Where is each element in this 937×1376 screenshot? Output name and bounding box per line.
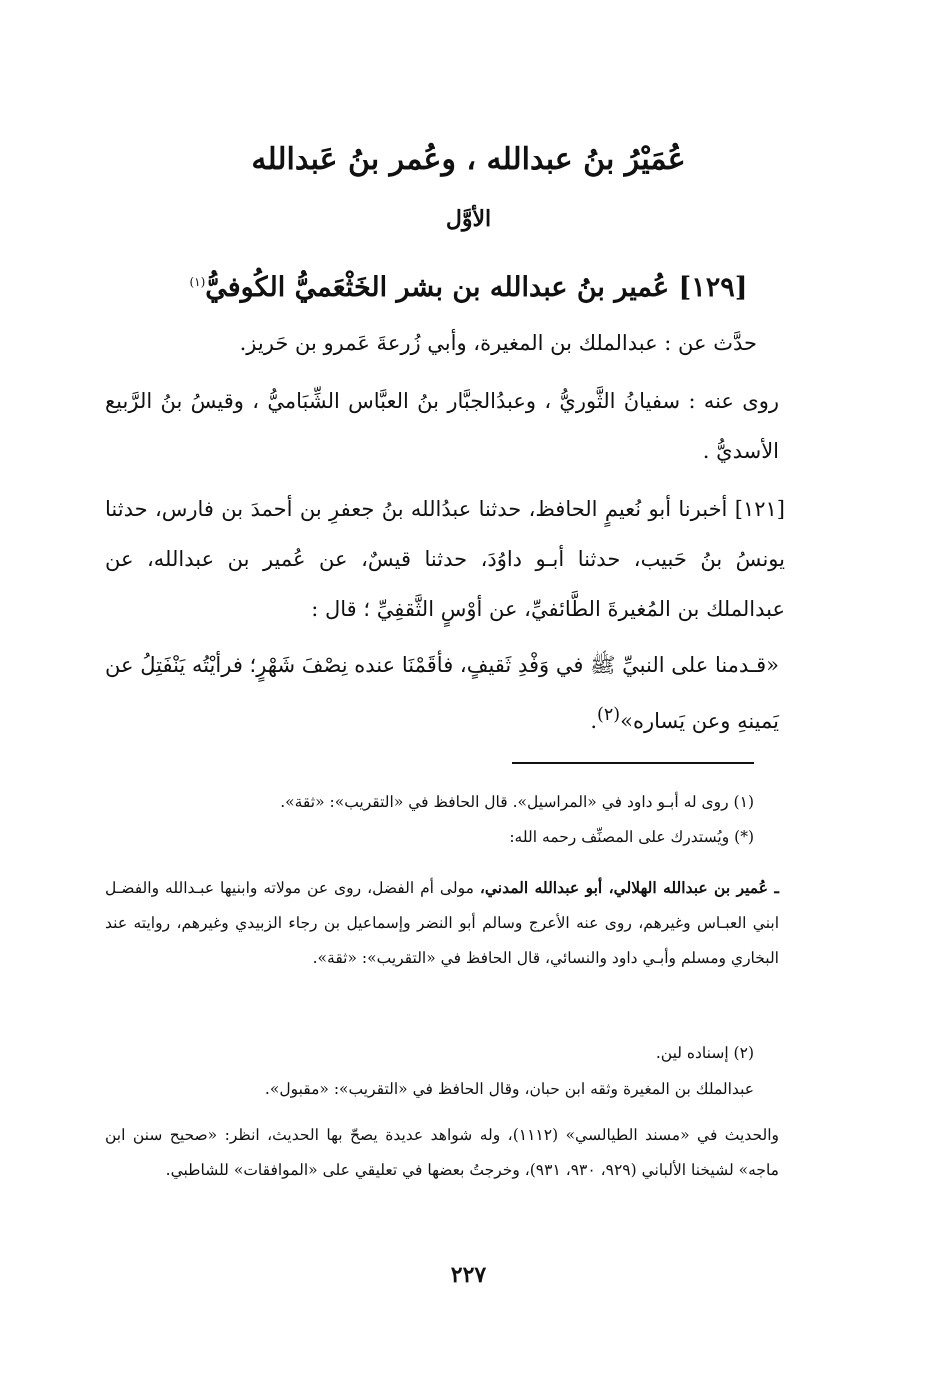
footnote-2-line-2: عبدالملك بن المغيرة وثقه ابن حبان، وقال الحافظ في «التقريب»: «مقبول». xyxy=(264,1080,754,1098)
entry-heading-text: [١٢٩] عُمير بنُ عبدالله بن بشر الخَثْعَميُّ الكُوفيُّ xyxy=(205,272,748,303)
hadith-matn-end: . xyxy=(590,709,598,733)
footnote-2-line-3: والحديث في «مسند الطيالسي» (١١١٢)، وله شواهد عديدة يصحّ بها الحديث، انظر: «صحيح سنن ابن ماجه» لشيخنا الألباني (٩٢٩، ٩٣٠، ٩٣١)، وخرجتُ بعضها في تعليقي على «الموافقات» للشاطبي. xyxy=(105,1126,780,1179)
hadith-isnad-paragraph: [١٢١] أخبرنا أبو نُعيمٍ الحافظ، حدثنا عبدُالله بنُ جعفرِ بن أحمدَ بن فارس، حدثنا يونسُ بنُ حَبيب، حدثنا أبـو داوُدَ، حدثنا قيسٌ، عن عُمير بن عبدالله، عن عبدالملك بن المُغيرةَ الطَّائفيِّ، عن أوْسٍ الثَّقفِيِّ ؛ قال : xyxy=(105,497,785,621)
footnote-mark-1: (١) xyxy=(189,275,206,289)
footnote-entry xyxy=(105,870,779,976)
subheading: الأوَّل xyxy=(445,206,492,232)
page-number: ٢٢٧ xyxy=(450,1262,487,1288)
footnote-mark-2: (٢) xyxy=(597,705,621,725)
section-title: عُمَيْرُ بنُ عبدالله ، وعُمر بنُ عَبدالله xyxy=(251,142,686,177)
footnote-star: (*) ويُستدرك على المصنِّف رحمه الله: xyxy=(509,828,754,846)
footnote-entry-name: ـ عُمير بن عبدالله الهلالي، أبو عبدالله المدني، xyxy=(479,878,779,897)
footnote-entry-text: مولى أم الفضل، روى عن مولاته وابنيها عبـدالله والفضـل ابني العبـاس وغيرهم، روى عنه الأعرج وسالم أبو النضر وإسماعيل بن رجاء الزبيدي وغيرهم، روايته عند البخاري ومسلم وأبـي داود والنسائي، قال الحافظ في «التقريب»: «ثقة». xyxy=(105,879,779,967)
entry-heading xyxy=(0,262,937,308)
footnote-separator xyxy=(512,762,754,764)
rawa-anhu-paragraph: روى عنه : سفيانُ الثَّوريُّ ، وعبدُالجبَّار بنُ العبَّاس الشِّبَاميُّ ، وقيسُ بنُ الرَّبيع الأسديُّ . xyxy=(105,389,779,463)
footnote-1: (١) روى له أبـو داود في «المراسيل». قال الحافظ في «التقريب»: «ثقة». xyxy=(280,793,754,811)
hadith-matn-paragraph xyxy=(105,640,779,746)
footnote-2: (٢) إسناده لين. xyxy=(655,1044,754,1062)
hadith-matn-text: «قـدمنا على النبيِّ ﷺ في وَفْدِ ثَقيفٍ، فأقَمْنَا عنده نِصْفَ شَهْرٍ؛ فرأيْتُه يَنْفَتِلُ عن يَمينهِ وعن يَساره» xyxy=(105,653,779,733)
haddatha-an-line: حدَّث عن : عبدالملك بن المغيرة، وأبي زُرعةَ عَمرو بن حَريز. xyxy=(239,331,757,355)
